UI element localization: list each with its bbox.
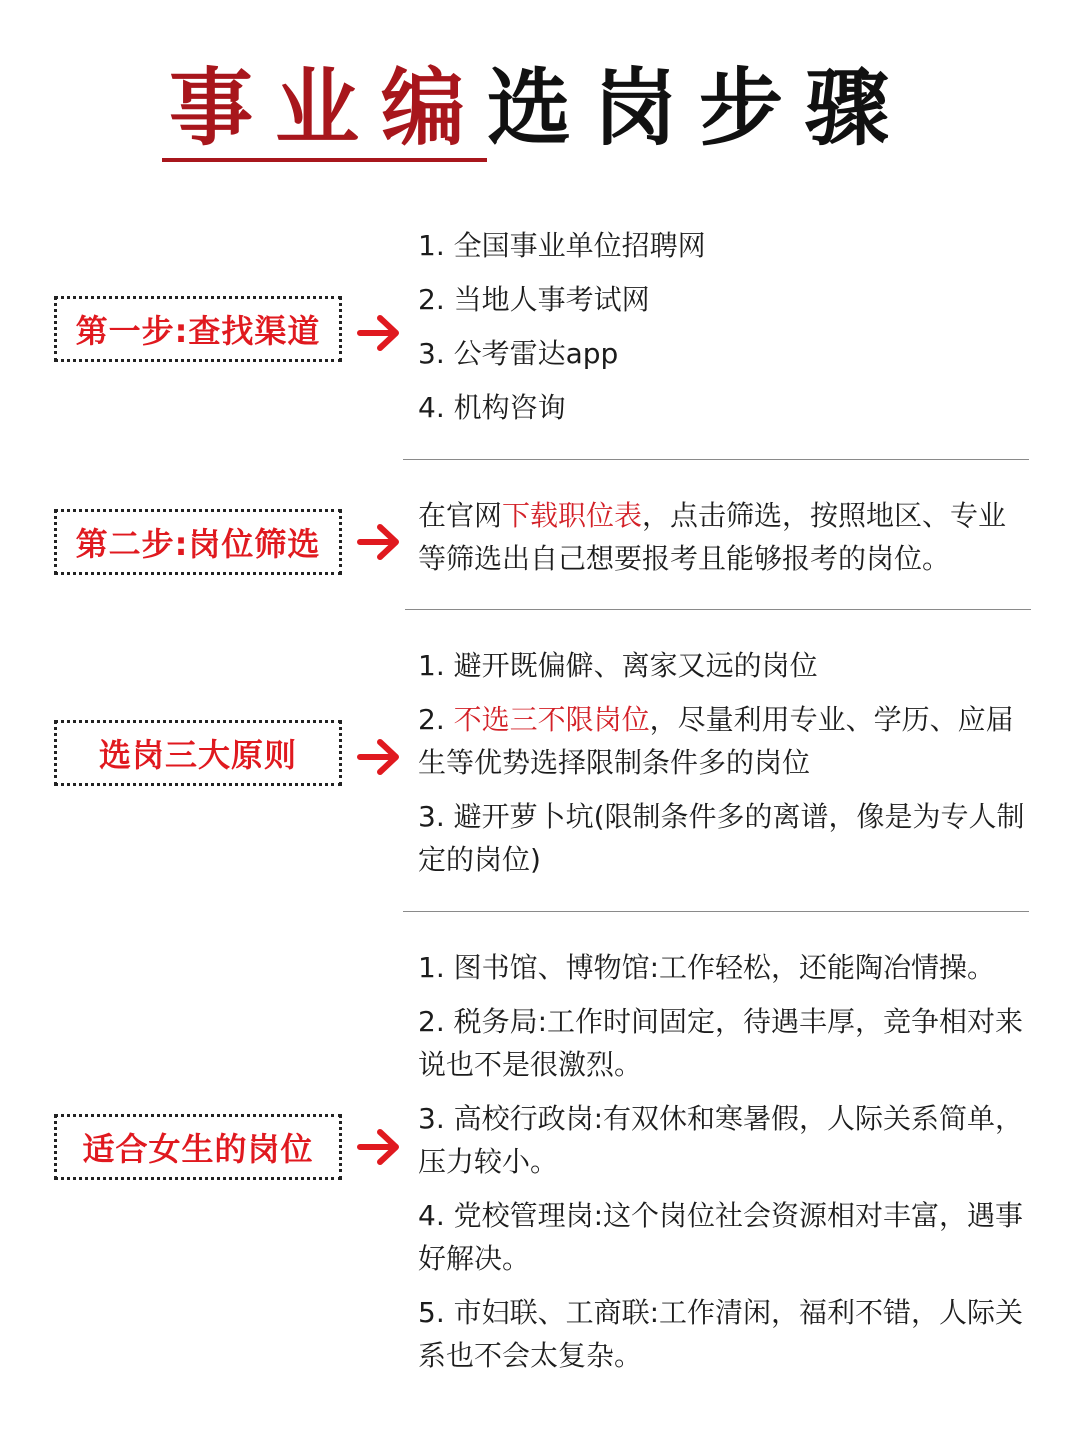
page-title [0, 58, 1080, 157]
divider [405, 609, 1031, 610]
step-label-find-channels: 第一步:查找渠道 [54, 296, 342, 362]
list-item: 3. 避开萝卜坑(限制条件多的离谱，像是为专人制定的岗位) [418, 800, 1025, 876]
divider [403, 911, 1029, 912]
title-black-part: 选岗步骤 [487, 58, 912, 157]
list-item: 1. 全国事业单位招聘网 [418, 229, 706, 262]
list-item: 4. 机构咨询 [418, 391, 566, 424]
right-arrow-icon [356, 313, 404, 353]
step-content-position-filter [418, 494, 1030, 580]
list-item: 4. 党校管理岗:这个岗位社会资源相对丰富，遇事好解决。 [418, 1199, 1024, 1275]
list-item: 2. 当地人事考试网 [418, 283, 650, 316]
step-content-positions-for-women [418, 946, 1030, 1377]
list-item: 5. 市妇联、工商联:工作清闲，福利不错，人际关系也不会太复杂。 [418, 1296, 1024, 1372]
list-item: 2. 不选三不限岗位，尽量利用专业、学历、应届生等优势选择限制条件多的岗位 [418, 703, 1014, 779]
list-item: 在官网下载职位表，点击筛选，按照地区、专业等筛选出自己想要报考且能够报考的岗位。 [418, 499, 1007, 575]
list-item: 2. 税务局:工作时间固定，待遇丰厚，竞争相对来说也不是很激烈。 [418, 1005, 1024, 1081]
list-item: 3. 高校行政岗:有双休和寒暑假，人际关系简单，压力较小。 [418, 1102, 1024, 1178]
step-label-positions-for-women: 适合女生的岗位 [54, 1114, 342, 1180]
list-item: 1. 避开既偏僻、离家又远的岗位 [418, 649, 818, 682]
right-arrow-icon [356, 522, 404, 562]
right-arrow-icon [356, 1127, 404, 1167]
step-label-position-filter: 第二步:岗位筛选 [54, 509, 342, 575]
list-item: 3. 公考雷达app [418, 337, 619, 370]
divider [403, 459, 1029, 460]
right-arrow-icon [356, 737, 404, 777]
list-item: 1. 图书馆、博物馆:工作轻松，还能陶冶情操。 [418, 951, 996, 984]
step-content-three-principles [418, 644, 1030, 881]
step-label-three-principles: 选岗三大原则 [54, 720, 342, 786]
title-red-part: 事业编 [168, 58, 487, 157]
step-content-find-channels [418, 224, 1030, 429]
title-underline [162, 158, 487, 162]
